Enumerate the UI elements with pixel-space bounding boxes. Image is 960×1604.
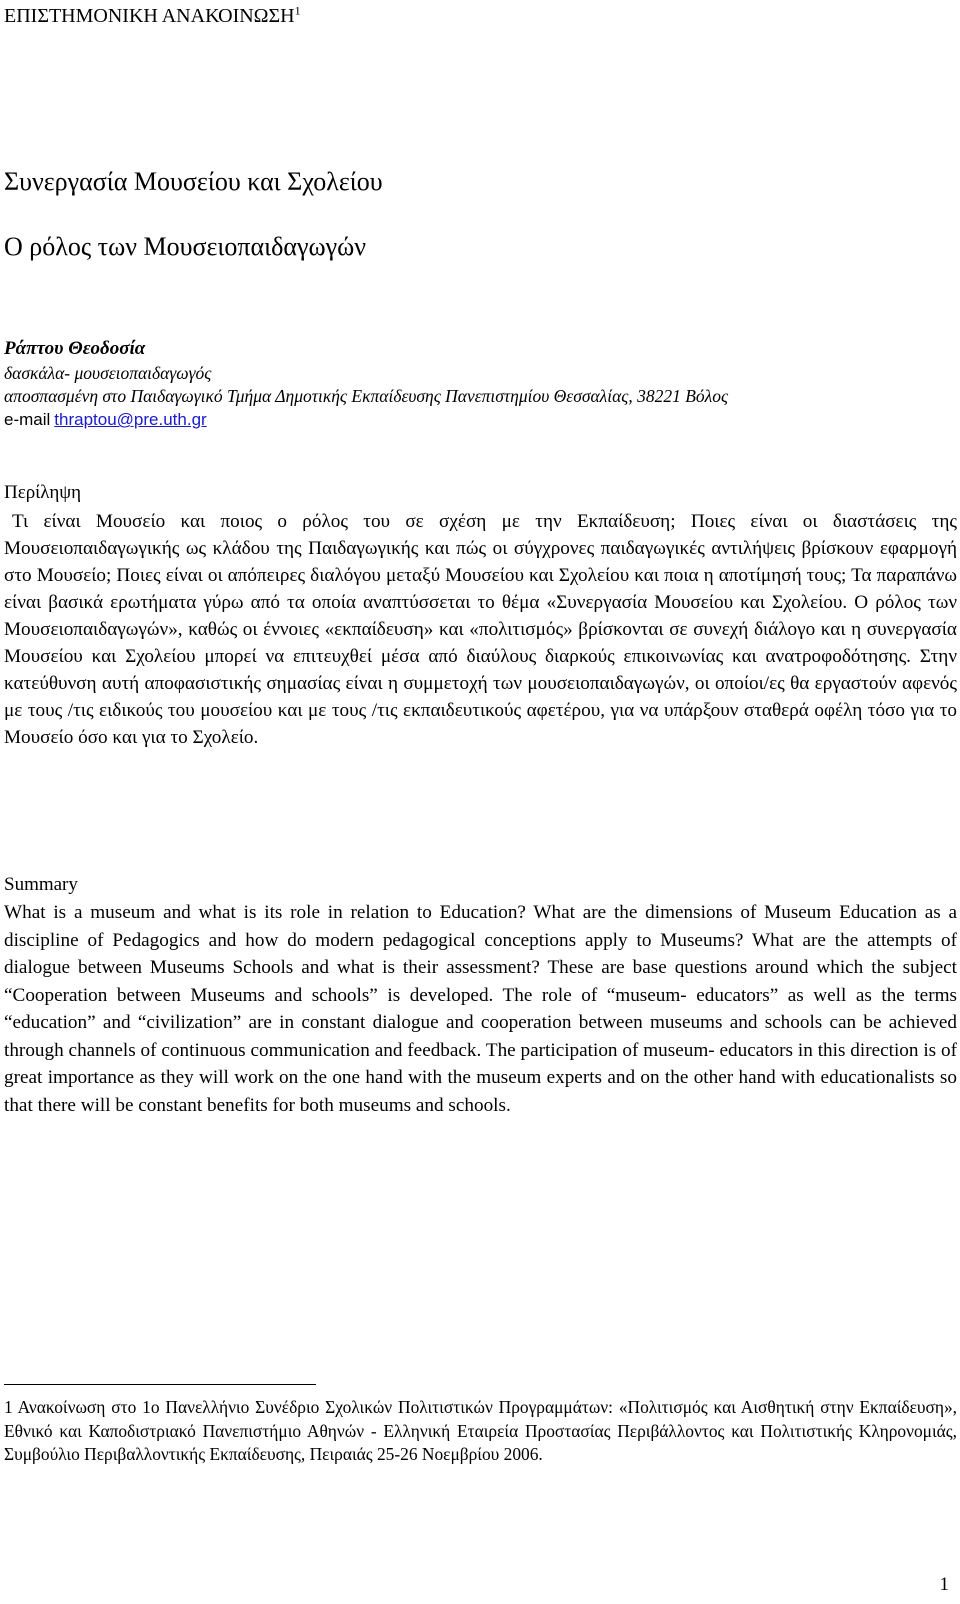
document-type-text: ΕΠΙΣΤΗΜΟΝΙΚΗ ΑΝΑΚΟΙΝΩΣΗ	[4, 5, 295, 27]
page-subtitle: Ο ρόλος των Μουσειοπαιδαγωγών	[4, 232, 366, 261]
footnote-divider	[4, 1384, 316, 1385]
page-title: Συνεργασία Μουσείου και Σχολείου	[4, 167, 383, 196]
email-label: e-mail	[4, 410, 51, 429]
author-affiliation: αποσπασμένη στο Παιδαγωγικό Τμήμα Δημοτικής Εκπαίδευσης Πανεπιστημίου Θεσσαλίας, 38221 Βόλος	[4, 386, 729, 406]
email-link[interactable]: thraptou@pre.uth.gr	[54, 410, 207, 429]
greek-abstract-heading: Περίληψη	[4, 482, 82, 503]
english-summary-text: What is a museum and what is its role in relation to Education? What are the dimensions of Museum Education as a discipline of Pedagogics and how do modern pedagogical conceptions apply to Museums? What are the attempts of dialogue between Museums Schools and what is their assessment? These are base questions around which the subject “Cooperation between Museums and schools” is developed. The role of “museum- educators” as well as the terms “education” and “civilization” are in constant dialogue and cooperation between museums and schools can be achieved through channels of continuous communication and feedback. The participation of museum- educators in this direction is of great importance as they will work on the one hand with the museum experts and on the other hand with educationalists so that there will be constant benefits for both museums and schools.	[4, 902, 957, 1116]
english-summary-heading: Summary	[4, 874, 78, 895]
page-number: 1	[939, 1574, 949, 1595]
footnote-text: 1 Ανακοίνωση στο 1ο Πανελλήνιο Συνέδριο Σχολικών Πολιτιστικών Προγραμμάτων: «Πολιτισμός και Αισθητική στην Εκπαίδευση», Εθνικό και Καποδιστριακό Πανεπιστήμιο Αθηνών - Ελληνική Εταιρεία Προστασίας Περιβάλλοντος και Πολιτιστικής Κληρονομιάς, Συμβούλιο Περιβαλλοντικής Εκπαίδευσης, Πειραιάς 25-26 Νοεμβρίου 2006.	[4, 1397, 957, 1464]
author-block	[4, 337, 728, 432]
author-role: δασκάλα- μουσειοπαιδαγωγός	[4, 363, 212, 383]
document-type-label	[4, 4, 301, 28]
footnote-reference-mark[interactable]: 1	[294, 3, 301, 18]
author-name: Ράπτου Θεοδοσία	[4, 338, 146, 359]
greek-abstract-text: Τι είναι Μουσείο και ποιος ο ρόλος του σε σχέση με την Εκπαίδευση; Ποιες είναι οι διαστάσεις της Μουσειοπαιδαγωγικής ως κλάδου της Παιδαγωγικής και πώς οι σύγχρονες παιδαγωγικές αντιλήψεις βρίσκουν εφαρμογή στο Μουσείο; Ποιες είναι οι απόπειρες διαλόγου μεταξύ Μουσείου και Σχολείου και ποια η αποτίμησή τους; Τα παραπάνω είναι βασικά ερωτήματα γύρω από τα οποία αναπτύσσεται το θέμα «Συνεργασία Μουσείου και Σχολείου. Ο ρόλος των Μουσειοπαιδαγωγών», καθώς οι έννοιες «εκπαίδευση» και «πολιτισμός» βρίσκονται σε συνεχή διάλογο και η συνεργασία Μουσείου και Σχολείου μπορεί να επιτευχθεί μέσα από διαύλους διαρκούς επικοινωνίας και ανατροφοδότησης. Στην κατεύθυνση αυτή αποφασιστικής σημασίας είναι η συμμετοχή των μουσειοπαιδαγωγών, οι οποίοι/ες θα εργαστούν αφενός με τους /τις ειδικούς του μουσείου και με τους /τις εκπαιδευτικούς αφετέρου, για να υπάρξουν σταθερά οφέλη τόσο για το Μουσείο όσο και για το Σχολείο.	[4, 511, 957, 748]
email-line	[4, 408, 728, 432]
